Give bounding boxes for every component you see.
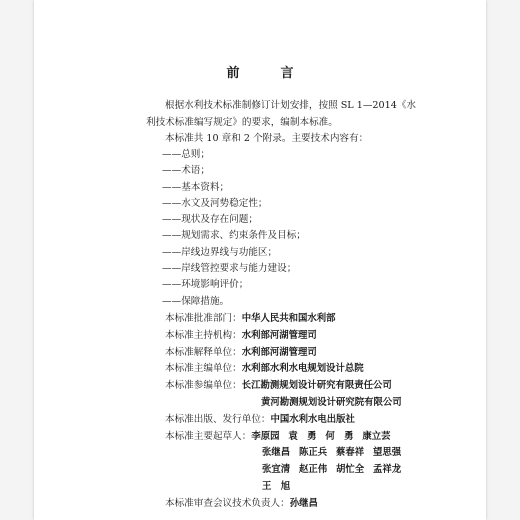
interpret-value: 水利部河湖管理司 [241, 346, 317, 358]
list-item: ——岸线边界线与功能区； [162, 246, 278, 258]
drafter-name: 何 勇 [325, 430, 354, 442]
list-item: ——总则； [162, 149, 210, 160]
approve-label: 本标准批准部门： [165, 313, 242, 324]
intro-line-1: 根据水利技术标准制修订计划安排，按照 SL 1—2014《水 [165, 100, 417, 111]
participate-row [165, 378, 410, 395]
drafter-name: 胡忙全 [336, 464, 365, 476]
drafter-name: 张继昌 [262, 447, 291, 459]
drafters-first-row [251, 429, 399, 446]
review-label: 本标准审查会议技术负责人： [165, 497, 290, 509]
approve-row [165, 311, 410, 328]
list-item: ——保障措施。 [162, 295, 230, 307]
interpret-row [165, 345, 410, 362]
participate-label: 本标准参编单位： [165, 380, 242, 392]
drafters-row-2 [165, 445, 410, 462]
intro-paragraph [146, 98, 446, 148]
list-item: ——岸线管控要求与能力建设； [162, 263, 297, 275]
approve-value: 中华人民共和国水利部 [241, 313, 336, 324]
chief-value: 水利部水利水电规划设计总院 [241, 363, 364, 375]
host-label: 本标准主持机构： [165, 329, 242, 341]
intro-line-3: 本标准共 10 章和 2 个附录。主要技术内容有： [165, 133, 369, 144]
drafters-row [165, 429, 410, 446]
page-title: 前 言 [226, 66, 308, 81]
drafter-name: 王 旭 [262, 480, 291, 492]
drafter-name: 望思强 [373, 447, 402, 459]
participate-value-1: 长江勘测规划设计研究有限责任公司 [241, 380, 392, 392]
drafter-name: 张宜清 [262, 464, 291, 476]
publisher-value: 中国水利水电出版社 [270, 413, 355, 425]
intro-line-2: 利技术标准编写规定》的要求，编制本标准。 [146, 116, 338, 128]
review-value: 孙继昌 [289, 497, 318, 509]
chief-row [165, 361, 410, 378]
publisher-row [165, 412, 410, 429]
host-value: 水利部河湖管理司 [241, 329, 317, 341]
interpret-label: 本标准解释单位： [165, 346, 242, 358]
drafter-name: 袁 勇 [288, 430, 317, 442]
list-item: ——术语； [162, 165, 210, 177]
organization-block [165, 311, 410, 513]
review-row [165, 496, 410, 513]
host-row [165, 328, 410, 345]
list-item: ——基本资料； [162, 181, 230, 193]
chief-label: 本标准主编单位： [165, 363, 242, 375]
drafters-row-4 [165, 479, 410, 496]
list-item: ——环境影响评价； [162, 279, 249, 291]
publisher-label: 本标准出版、发行单位： [165, 413, 271, 425]
list-item: ——规划需求、约束条件及目标； [162, 230, 306, 242]
drafter-name: 李原园 [251, 430, 280, 442]
drafter-name: 孟祥龙 [373, 464, 402, 476]
list-item: ——现状及存在问题； [162, 214, 258, 226]
drafters-row-3 [165, 462, 410, 479]
drafter-name: 蔡春祥 [336, 447, 365, 459]
drafter-name: 康立芸 [362, 430, 391, 442]
document-page [34, 0, 486, 520]
list-item: ——水文及河势稳定性； [162, 197, 268, 209]
drafter-name: 赵正伟 [299, 464, 328, 476]
contents-list [162, 147, 306, 310]
participate-value-2: 黄河勘测规划设计研究院有限公司 [261, 396, 402, 408]
drafter-name: 陈正兵 [299, 447, 328, 459]
drafters-label: 本标准主要起草人： [165, 430, 252, 442]
